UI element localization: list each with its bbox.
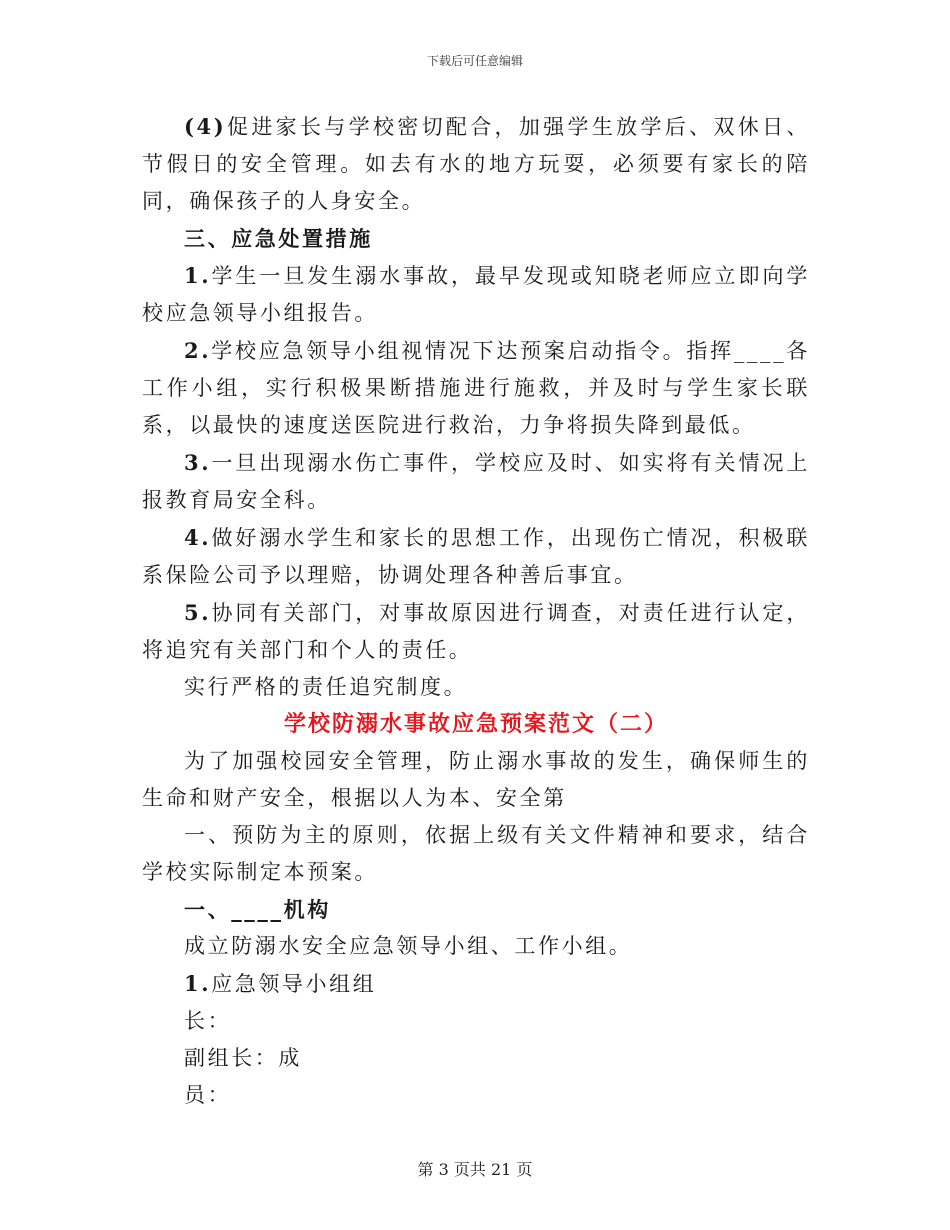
page-header: 下载后可任意编辑: [426, 54, 523, 68]
paragraph-text: 一旦出现溺水伤亡事件，学校应及时、如实将有关情况上报教育局安全科。: [142, 451, 810, 512]
intro-paragraph: 为了加强校园安全管理，防止溺水事故的发生，确保师生的生命和财产安全，根据以人为本、安全第: [142, 749, 810, 810]
measure-1: [142, 257, 810, 332]
paragraph-text: 做好溺水学生和家长的思想工作，出现伤亡情况，积极联系保险公司予以理赔，协调处理各种善后事宜。: [142, 526, 810, 587]
leader-line: 长：: [184, 1009, 232, 1033]
page-footer: 第 3 页共 21 页: [417, 1160, 533, 1179]
document-title: 学校防溺水事故应急预案范文（二）: [283, 711, 668, 737]
paragraph-text: 协同有关部门，对事故原因进行调查，对责任进行认定，将追究有关部门和个人的责任。: [142, 601, 810, 662]
member-line: 员：: [184, 1083, 232, 1107]
section-heading-emergency: 三、应急处置措施: [184, 226, 373, 251]
measure-3: [142, 444, 810, 519]
paragraph-text: 学生一旦发生溺水事故，最早发现或知晓老师应立即向学校应急领导小组报告。: [142, 264, 810, 325]
item-number: 5.: [184, 600, 212, 625]
responsibility-note: 实行严格的责任追究制度。: [184, 675, 468, 699]
group-setup: 成立防溺水安全应急领导小组、工作小组。: [184, 934, 633, 958]
item-number: 4.: [184, 525, 212, 550]
paragraph-text: 促进家长与学校密切配合，加强学生放学后、双休日、节假日的安全管理。如去有水的地方玩耍，必须要有家长的陪同，确保孩子的人身安全。: [142, 115, 810, 213]
leadership-group: [142, 965, 810, 1003]
paragraph-text: 学校应急领导小组视情况下达预案启动指令。指挥____各工作小组，实行积极果断措施进行施救，并及时与学生家长联系，以最快的速度送医院进行救治，力争将损失降到最低。: [142, 339, 810, 437]
item-number: 2.: [184, 338, 212, 363]
paragraph-4: [142, 108, 810, 220]
section-heading-organization: 一、____机构: [184, 897, 331, 922]
measure-2: [142, 332, 810, 444]
document-body: [142, 108, 810, 1114]
measure-4: [142, 519, 810, 594]
principle-paragraph: 一、预防为主的原则，依据上级有关文件精神和要求，结合学校实际制定本预案。: [142, 823, 810, 884]
item-number: 3.: [184, 450, 212, 475]
item-number: (4): [184, 114, 227, 139]
measure-5: [142, 594, 810, 669]
deputy-leader-line: 副组长：成: [184, 1046, 302, 1070]
item-number: 1.: [184, 263, 212, 288]
item-number: 1.: [184, 971, 212, 996]
paragraph-text: 应急领导小组组: [211, 972, 377, 996]
